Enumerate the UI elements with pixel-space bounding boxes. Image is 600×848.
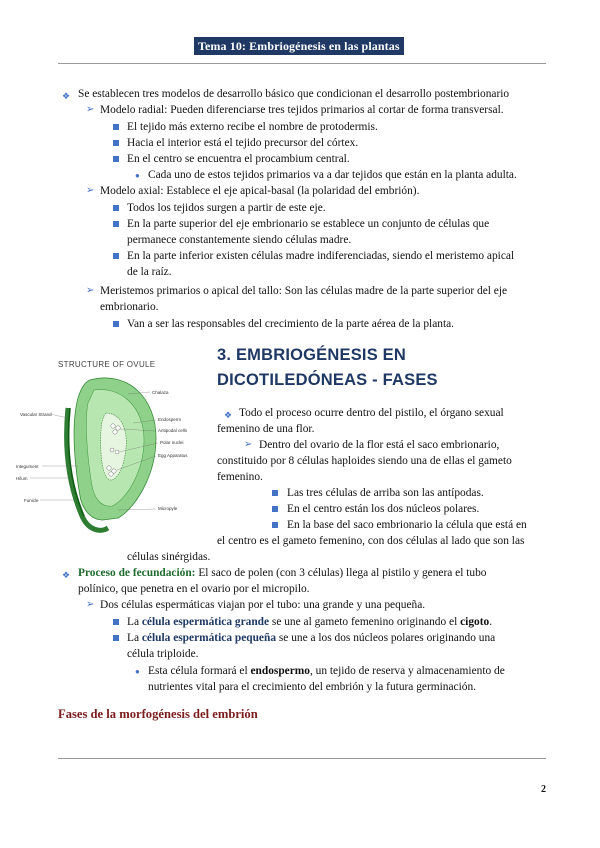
synergid-cell <box>109 472 113 476</box>
fases-heading: Fases de la morfogénesis del embrión <box>58 707 258 721</box>
grande-post: se une al gameto femenino originando el <box>269 616 461 628</box>
pistilo-text-cont: femenino de una flor. <box>217 423 315 435</box>
cigoto-term: cigoto <box>460 616 490 628</box>
label-funicle: Funicle <box>24 498 39 503</box>
fecundacion-text: El saco de polen (con 3 células) llega al pistilo y genera el tubo <box>195 567 487 579</box>
diamond-bullet-icon: ❖ <box>224 410 233 420</box>
dot-bullet-icon: ● <box>135 171 140 180</box>
peq-post: se une a los dos núcleos polares originando una <box>276 632 496 644</box>
page-number: 2 <box>541 784 546 795</box>
diamond-bullet-icon: ❖ <box>62 570 71 580</box>
axial-item-3-cont: de la raíz. <box>127 266 172 278</box>
radial-item-3: En el centro se encuentra el procambium central. <box>127 153 350 165</box>
diamond-bullet-icon: ❖ <box>62 91 71 101</box>
celula-pequena-term: célula espermática pequeña <box>141 632 277 644</box>
arrow-bullet-icon: ➢ <box>86 599 95 610</box>
square-bullet-icon <box>113 124 119 130</box>
saco-item-2: En el centro están los dos núcleos polares. <box>287 503 480 515</box>
endospermo-term: endospermo <box>250 665 310 677</box>
figure-title: STRUCTURE OF OVULE <box>58 360 156 369</box>
polar-nucleus <box>115 450 119 454</box>
fecundacion-label: Proceso de fecundación: <box>78 567 196 579</box>
radial-item-2: Hacia el interior está el tejido precursor del córtex. <box>127 137 359 149</box>
square-bullet-icon <box>113 321 119 327</box>
antipodal-cell <box>113 430 117 434</box>
radial-sub: Cada uno de estos tejidos primarios va a dar tejidos que están en la planta adulta. <box>148 169 517 181</box>
saco-item-3: En la base del saco embrionario la célula que está en <box>287 519 527 531</box>
label-vascular-strand: Vascular Strand <box>20 412 52 417</box>
endo-pre: Esta célula formará el <box>148 665 251 677</box>
axial-item-1: Todos los tejidos surgen a partir de este eje. <box>127 202 326 214</box>
meristemos-title-cont: embrionario. <box>100 301 159 313</box>
label-egg-apparatus: Egg Apparatus <box>158 453 188 458</box>
polar-nucleus <box>110 448 114 452</box>
espermaticas-text: Dos células espermáticas viajan por el tubo: una grande y una pequeña. <box>100 599 426 611</box>
square-bullet-icon <box>113 205 119 211</box>
meristemos-item: Van a ser las responsables del crecimiento de la parte aérea de la planta. <box>127 318 455 330</box>
label-antipodal-cells: Antipodal cells <box>158 428 188 433</box>
footer-divider <box>58 758 546 759</box>
saco-item-3-end: células sinérgidas. <box>127 551 211 563</box>
fecundacion-line-1 <box>78 565 486 581</box>
radial-title: Modelo radial: Pueden diferenciarse tres tejidos primarios al cortar de forma transversal. <box>100 104 504 116</box>
peq-pre: La <box>127 632 142 644</box>
arrow-bullet-icon: ➢ <box>86 285 95 296</box>
arrow-bullet-icon: ➢ <box>244 439 253 450</box>
section-3-title-line-2: DICOTILEDÓNEAS - FASES <box>217 371 438 389</box>
arrow-bullet-icon: ➢ <box>86 185 95 196</box>
grande-line <box>127 614 492 630</box>
antipodal-cell <box>116 426 120 430</box>
label-hilum: Hilum <box>16 476 28 481</box>
axial-item-3: En la parte inferior existen células madre indiferenciadas, siendo el meristemo apical <box>127 250 515 262</box>
label-integument: Integument <box>16 464 39 469</box>
dot-bullet-icon: ● <box>135 667 140 676</box>
axial-title: Modelo axial: Establece el eje apical-basal (la polaridad del embrión). <box>100 185 420 197</box>
ovario-text: Dentro del ovario de la flor está el saco embrionario, <box>259 439 500 451</box>
label-polar-nuclei: Polar nuclei <box>160 440 184 445</box>
grande-pre: La <box>127 616 142 628</box>
label-micropyle: Micropyle <box>158 506 178 511</box>
square-bullet-icon <box>272 522 278 528</box>
label-endosperm: Endosperm <box>158 417 182 422</box>
ovario-text-cont: constituido por 8 células haploides siendo una de ellas el gameto <box>217 455 512 467</box>
saco-item-3-cont: el centro es el gameto femenino, con dos células al lado que son las <box>217 535 525 547</box>
intro-text: Se establecen tres modelos de desarrollo básico que condicionan el desarrollo postembrionario <box>78 88 510 100</box>
square-bullet-icon <box>113 156 119 162</box>
pistilo-text: Todo el proceso ocurre dentro del pistilo, el órgano sexual <box>239 407 504 419</box>
endospermo-line <box>148 663 505 679</box>
ovario-text-end: femenino. <box>217 471 263 483</box>
meristemos-title: Meristemos primarios o apical del tallo: Son las células madre de la parte superior del eje <box>100 285 508 297</box>
endo-post: , un tejido de reserva y almacenamiento de <box>309 665 505 677</box>
axial-item-2: En la parte superior del eje embrionario se establece un conjunto de células que <box>127 218 490 230</box>
pequena-line <box>127 630 495 646</box>
square-bullet-icon <box>113 635 119 641</box>
fecundacion-line-2: polínico, que penetra en el ovario por el micropilo. <box>78 583 310 595</box>
ovule-diagram <box>8 368 216 538</box>
label-chalaza: Chalaza <box>152 390 169 395</box>
square-bullet-icon <box>113 253 119 259</box>
arrow-bullet-icon: ➢ <box>86 104 95 115</box>
square-bullet-icon <box>272 506 278 512</box>
section-3-title-line-1: 3. EMBRIOGÉNESIS EN <box>217 346 407 364</box>
pequena-line-cont: célula triploide. <box>127 648 199 660</box>
square-bullet-icon <box>113 140 119 146</box>
square-bullet-icon <box>272 490 278 496</box>
egg-cell <box>107 466 111 470</box>
square-bullet-icon <box>113 619 119 625</box>
page-header-title: Tema 10: Embriogénesis en las plantas <box>194 37 404 55</box>
header-divider <box>58 63 546 64</box>
celula-grande-term: célula espermática grande <box>141 616 270 628</box>
antipodal-cell <box>111 424 115 428</box>
radial-item-1: El tejido más externo recibe el nombre de protodermis. <box>127 121 378 133</box>
axial-item-2-cont: permanece constantemente siendo células madre. <box>127 234 352 246</box>
square-bullet-icon <box>113 221 119 227</box>
grande-end: . <box>489 616 493 628</box>
endospermo-line-cont: nutrientes vital para el crecimiento del embrión y la futura germinación. <box>148 681 476 693</box>
saco-item-1: Las tres células de arriba son las antípodas. <box>287 487 484 499</box>
